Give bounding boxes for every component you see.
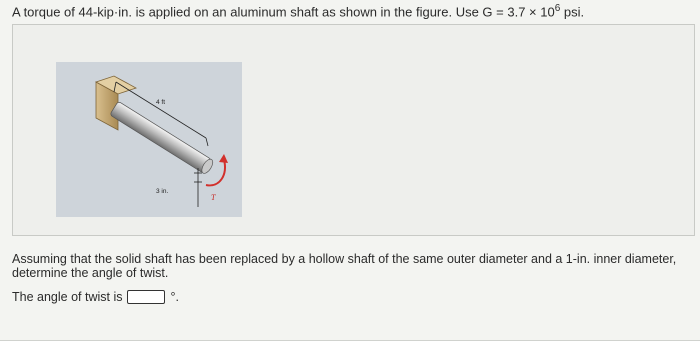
question-text: Assuming that the solid shaft has been replaced by a hollow shaft of the same outer diameter and a 1-in. inner diameter, determine the angle of twist.: [12, 252, 677, 280]
shaft-figure: [56, 62, 242, 217]
exponent: 6: [554, 3, 561, 14]
diameter-dimension: [194, 168, 202, 207]
shaft-diagram: [56, 62, 242, 217]
units: psi.: [563, 4, 585, 20]
answer-row: [12, 290, 179, 304]
answer-label: The angle of twist is: [12, 290, 123, 304]
problem-statement: [12, 3, 584, 19]
torque-label: T: [211, 193, 216, 202]
answer-unit: °.: [170, 290, 179, 304]
diameter-label: 3 in.: [156, 188, 169, 195]
problem-text-main: A torque of 44-kip·in. is applied on an aluminum shaft as shown in the figure. Use G = 3.7 × 10: [12, 4, 555, 20]
angle-of-twist-input[interactable]: [127, 290, 165, 304]
length-label: 4 ft: [156, 99, 166, 106]
shaft: [110, 101, 215, 175]
figure-card: [12, 24, 695, 236]
